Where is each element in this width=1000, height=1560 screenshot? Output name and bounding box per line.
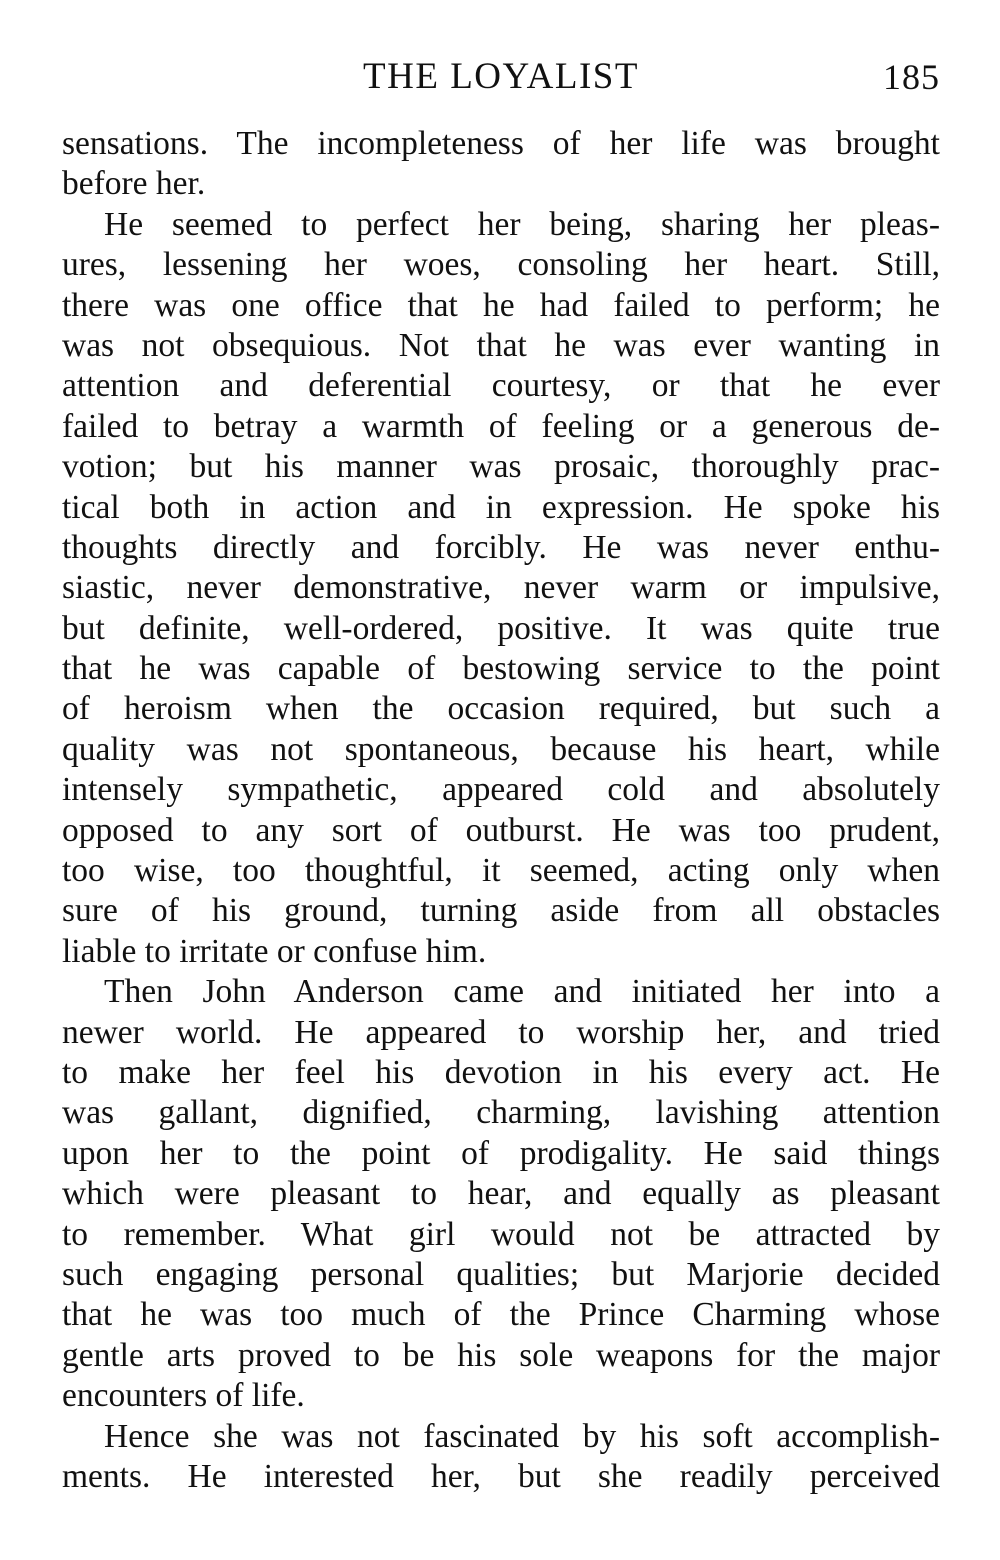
text-line: intensely sympathetic, appeared cold and absolutely xyxy=(62,771,940,809)
text-line: sure of his ground, turning aside from all obstacles xyxy=(62,892,940,930)
page-number: 185 xyxy=(883,57,940,97)
text-line: was gallant, dignified, charming, lavishing attention xyxy=(62,1094,940,1132)
text-line: sensations. The incompleteness of her life was brought xyxy=(62,125,940,162)
text-line: ments. He interested her, but she readily perceived xyxy=(62,1457,940,1495)
text-line: that he was capable of bestowing service to the point xyxy=(62,650,940,688)
text-line: Hence she was not fascinated by his soft accomplish- xyxy=(104,1417,940,1455)
running-title: THE LOYALIST xyxy=(363,56,639,97)
text-line: tical both in action and in expression. He spoke his xyxy=(62,488,940,526)
text-line: opposed to any sort of outburst. He was too prudent, xyxy=(62,811,940,849)
text-line: siastic, never demonstrative, never warm or impulsive, xyxy=(62,569,940,607)
text-line: that he was too much of the Prince Charming whose xyxy=(62,1296,940,1334)
text-line: gentle arts proved to be his sole weapons for the major xyxy=(62,1336,940,1374)
text-line: such engaging personal qualities; but Marjorie decided xyxy=(62,1255,940,1293)
text-line: failed to betray a warmth of feeling or a generous de- xyxy=(62,407,940,445)
text-line: quality was not spontaneous, because his heart, while xyxy=(62,730,940,768)
text-line: votion; but his manner was prosaic, thoroughly prac- xyxy=(62,448,940,486)
text-line: there was one office that he had failed to perform; he xyxy=(62,286,940,324)
text-line: liable to irritate or confuse him. xyxy=(62,932,487,970)
text-line: of heroism when the occasion required, but such a xyxy=(62,690,940,728)
text-line: was not obsequious. Not that he was ever wanting in xyxy=(62,326,940,364)
text-line: Then John Anderson came and initiated her into a xyxy=(104,973,940,1011)
text-line: before her. xyxy=(62,165,206,203)
text-line: encounters of life. xyxy=(62,1377,305,1415)
text-line: He seemed to perfect her being, sharing her pleas- xyxy=(104,205,940,243)
text-line: but definite, well-ordered, positive. It was quite true xyxy=(62,609,940,647)
text-line: attention and deferential courtesy, or that he ever xyxy=(62,367,940,405)
text-line: upon her to the point of prodigality. He said things xyxy=(62,1134,940,1172)
text-line: too wise, too thoughtful, it seemed, acting only when xyxy=(62,852,940,890)
text-line: thoughts directly and forcibly. He was never enthu- xyxy=(62,528,940,566)
page-header xyxy=(62,52,940,102)
text-line: to make her feel his devotion in his every act. He xyxy=(62,1053,940,1091)
text-line: ures, lessening her woes, consoling her heart. Still, xyxy=(62,246,940,284)
text-line: to remember. What girl would not be attracted by xyxy=(62,1215,940,1253)
body-text xyxy=(62,124,940,1497)
text-line: newer world. He appeared to worship her, and tried xyxy=(62,1013,940,1051)
text-line: which were pleasant to hear, and equally as pleasant xyxy=(62,1175,940,1213)
